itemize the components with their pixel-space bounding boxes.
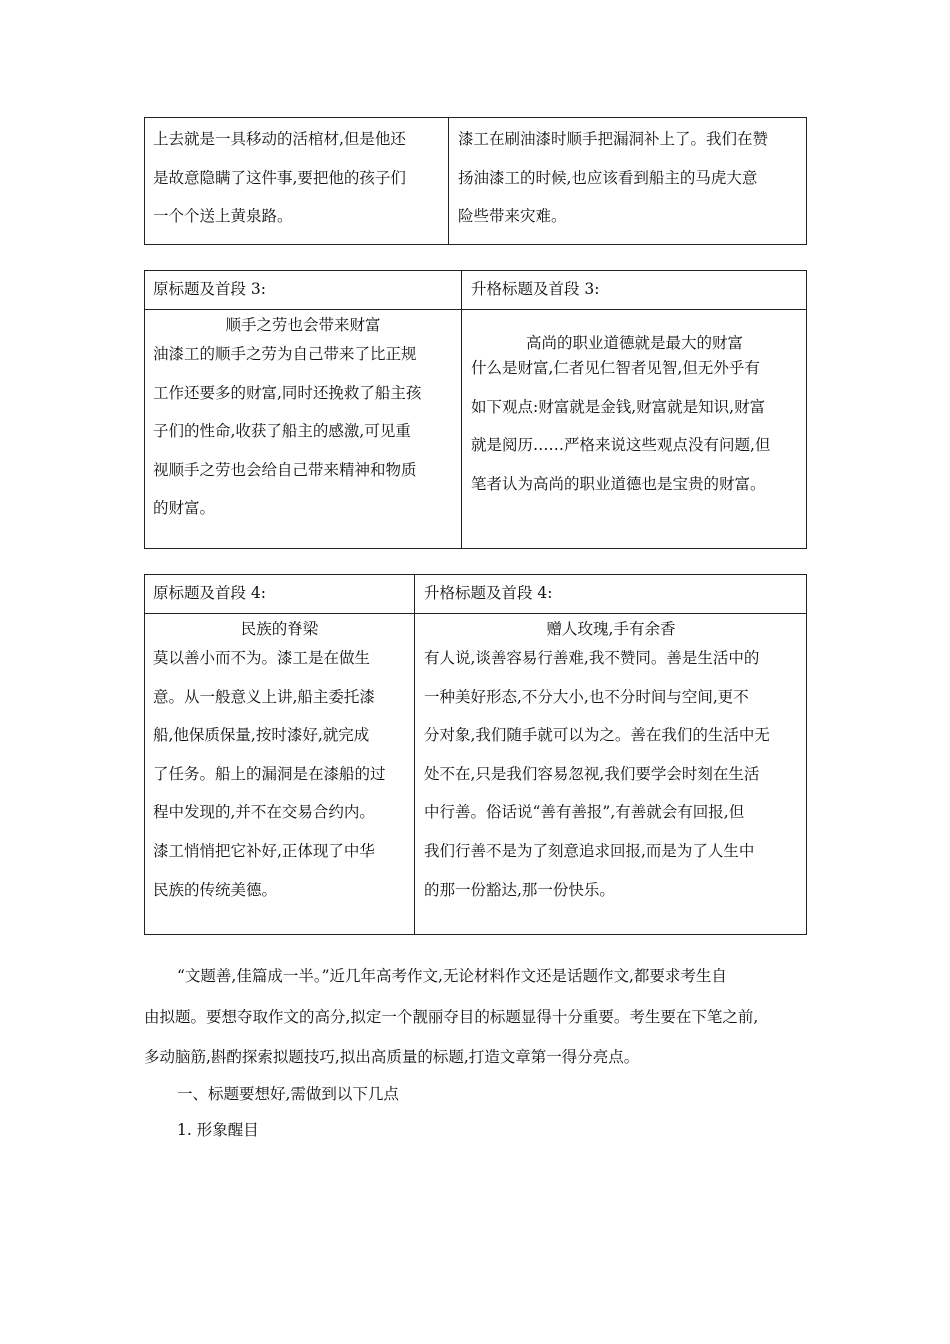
- body-paragraph-line: “文题善,佳篇成一半。”近几年高考作文,无论材料作文还是话题作文,都要求考生自: [177, 967, 727, 985]
- upgraded-title: 高尚的职业道德就是最大的财富: [525, 334, 743, 352]
- text-line: 是故意隐瞒了这件事,要把他的孩子们: [153, 168, 406, 187]
- text-line: 了任务。船上的漏洞是在漆船的过: [153, 764, 386, 783]
- original-title: 顺手之劳也会带来财富: [225, 316, 381, 334]
- original-header: 原标题及首段 4:: [153, 584, 267, 602]
- text-line: 子们的性命,收获了船主的感激,可见重: [153, 422, 411, 441]
- section-heading: 一、标题要想好,需做到以下几点: [177, 1085, 399, 1103]
- text-line: 什么是财富,仁者见仁智者见智,但无外乎有: [471, 359, 760, 377]
- text-line: 一个个送上黄泉路。: [153, 207, 293, 226]
- original-header: 原标题及首段 3:: [153, 280, 267, 298]
- original-content-cell: [145, 311, 461, 548]
- text-line: 漆工在刷油漆时顺手把漏洞补上了。我们在赞: [458, 130, 769, 148]
- text-line: 上去就是一具移动的活棺材,但是他还: [153, 130, 406, 148]
- original-content-cell: [145, 615, 414, 934]
- upgraded-content-cell: [416, 615, 806, 934]
- text-line: 就是阅历……严格来说这些观点没有问题,但: [471, 436, 771, 455]
- header-divider: [145, 309, 806, 310]
- body-paragraph-line: 由拟题。要想夺取作文的高分,拟定一个靓丽夺目的标题显得十分重要。考生要在下笔之前,: [144, 1008, 759, 1026]
- text-line: 处不在,只是我们容易忽视,我们要学会时刻在生活: [424, 764, 760, 783]
- upgraded-title: 赠人玫瑰,手有余香: [546, 620, 676, 638]
- text-line: 的财富。: [153, 499, 216, 518]
- text-line: 笔者认为高尚的职业道德也是宝贵的财富。: [471, 474, 766, 493]
- text-line: 的那一份豁达,那一份快乐。: [424, 880, 615, 899]
- text-line: 工作还要多的财富,同时还挽救了船主孩: [153, 383, 422, 402]
- text-line: 船,他保质保量,按时漆好,就完成: [153, 726, 370, 745]
- text-line: 视顺手之劳也会给自己带来精神和物质: [153, 460, 417, 479]
- text-line: 程中发现的,并不在交易合约内。: [153, 803, 375, 822]
- upgraded-paragraph-cell: [450, 120, 806, 244]
- column-divider: [461, 271, 462, 548]
- sub-heading: 1. 形象醒目: [177, 1121, 259, 1139]
- column-divider: [448, 118, 449, 244]
- text-line: 中行善。俗话说“善有善报”,有善就会有回报,但: [424, 803, 745, 822]
- text-line: 分对象,我们随手就可以为之。善在我们的生活中无: [424, 726, 770, 745]
- header-divider: [145, 613, 806, 614]
- text-line: 我们行善不是为了刻意追求回报,而是为了人生中: [424, 841, 755, 860]
- text-line: 莫以善小而不为。漆工是在做生: [153, 649, 371, 667]
- upgraded-header: 升格标题及首段 4:: [424, 584, 553, 602]
- original-paragraph-cell: [145, 120, 448, 244]
- text-line: 一种美好形态,不分大小,也不分时间与空间,更不: [424, 687, 749, 706]
- example-table-4: [144, 574, 807, 935]
- upgraded-header: 升格标题及首段 3:: [471, 280, 600, 298]
- upgraded-content-cell: [463, 311, 806, 548]
- text-line: 民族的传统美德。: [153, 880, 278, 899]
- column-divider: [414, 575, 415, 934]
- text-line: 有人说,谈善容易行善难,我不赞同。善是生活中的: [424, 649, 760, 667]
- body-paragraph-line: 多动脑筋,斟酌探索拟题技巧,拟出高质量的标题,打造文章第一得分亮点。: [144, 1048, 640, 1066]
- text-line: 油漆工的顺手之劳为自己带来了比正规: [153, 345, 417, 363]
- example-table-3: [144, 270, 807, 549]
- text-line: 漆工悄悄把它补好,正体现了中华: [153, 841, 375, 860]
- text-line: 扬油漆工的时候,也应该看到船主的马虎大意: [458, 168, 758, 187]
- text-line: 如下观点:财富就是金钱,财富就是知识,财富: [471, 397, 766, 416]
- continuation-table: [144, 117, 807, 245]
- text-line: 险些带来灾难。: [458, 207, 567, 226]
- original-title: 民族的脊梁: [240, 620, 319, 638]
- text-line: 意。从一般意义上讲,船主委托漆: [153, 687, 375, 706]
